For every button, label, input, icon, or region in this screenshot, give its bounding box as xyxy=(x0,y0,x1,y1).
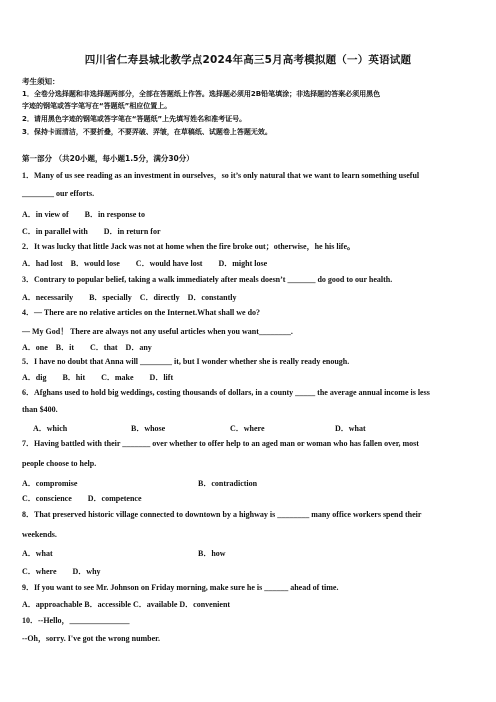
question-2-options: A．had lost B．would lose C．would have lost D．might lose xyxy=(22,259,268,268)
question-4-stem-cont: — My God！ There are always not any useful articles when you want________. xyxy=(22,327,293,336)
question-9-options: A．approachable B．accessible C．available D．convenient xyxy=(22,600,231,609)
question-10-stem: 10．--Hello，_______________ xyxy=(22,616,130,625)
question-6-option-a: A．which xyxy=(33,424,68,433)
question-1-stem: 1．Many of us see reading as an investment in ourselves，so it’s only natural that we want to learn something useful xyxy=(22,171,420,180)
question-8-stem-cont: weekends. xyxy=(22,530,57,539)
question-1-options: C．in parallel with D．in return for xyxy=(22,227,161,236)
note-item: 字迹的钢笔或答字笔写在“答题纸”相应位置上。 xyxy=(22,102,172,110)
question-8-option-a: A．what xyxy=(22,549,53,558)
note-item: 3．保持卡面清洁，不要折叠，不要弄破、弄皱，在草稿纸、试题卷上答题无效。 xyxy=(22,128,272,136)
question-8-stem: 8．That preserved historic village connected to downtown by a highway is ________ many office workers spend their xyxy=(22,510,422,519)
question-3-stem: 3．Contrary to popular belief, taking a walk immediately after meals doesn’t _______ do good to our health. xyxy=(22,275,393,284)
question-1-stem-cont: ________ our efforts. xyxy=(22,189,95,198)
question-6-stem-cont: than $400. xyxy=(22,405,58,414)
question-10-stem-cont: --Oh，sorry. I've got the wrong number. xyxy=(22,634,160,643)
question-7-stem-cont: people choose to help. xyxy=(22,459,97,468)
question-8-options: C．where D．why xyxy=(22,567,101,576)
question-4-stem: 4．— There are no relative articles on the Internet.What shall we do? xyxy=(22,308,261,317)
question-4-options: A．one B．it C．that D．any xyxy=(22,343,152,352)
section-heading: 第一部分 （共20小题，每小题1.5分，满分30分） xyxy=(22,154,194,163)
question-2-stem: 2．It was lucky that little Jack was not at home when the fire broke out；otherwise，he his life。 xyxy=(22,242,356,251)
question-6-option-b: B．whose xyxy=(131,424,166,433)
note-item: 1．全卷分选择题和非选择题两部分，全部在答题纸上作答。选择题必须用2B铅笔填涂；非选择题的答案必须用黑色 xyxy=(22,90,381,98)
question-1-options: A．in view of B．in response to xyxy=(22,210,145,219)
note-item: 2．请用黑色字迹的钢笔或答字笔在“答题纸”上先填写姓名和准考证号。 xyxy=(22,115,247,123)
question-3-options: A．necessarily B．specially C．directly D．constantly xyxy=(22,293,237,302)
question-5-options: A．dig B．hit C．make D．lift xyxy=(22,373,174,382)
page-title: 四川省仁寿县城北教学点2024年高三5月高考模拟题（一）英语试题 xyxy=(84,54,412,66)
question-6-option-d: D．what xyxy=(335,424,366,433)
question-6-option-c: C．where xyxy=(230,424,265,433)
notes-heading: 考生须知： xyxy=(22,77,60,86)
question-7-option-a: A．compromise xyxy=(22,479,78,488)
question-9-stem: 9．If you want to see Mr. Johnson on Friday morning, make sure he is ______ ahead of time. xyxy=(22,583,339,592)
question-7-options: C．conscience D．competence xyxy=(22,494,142,503)
question-7-stem: 7．Having battled with their _______ over whether to offer help to an aged man or woman who has fallen over, most xyxy=(22,439,419,448)
question-7-option-b: B．contradiction xyxy=(198,479,258,488)
question-8-option-b: B．how xyxy=(198,549,226,558)
question-6-stem: 6．Afghans used to hold big weddings, costing thousands of dollars, in a county _____ the average annual income is less xyxy=(22,388,430,397)
question-5-stem: 5．I have no doubt that Anna will ________ it, but I wonder whether she is really ready enough. xyxy=(22,357,350,366)
